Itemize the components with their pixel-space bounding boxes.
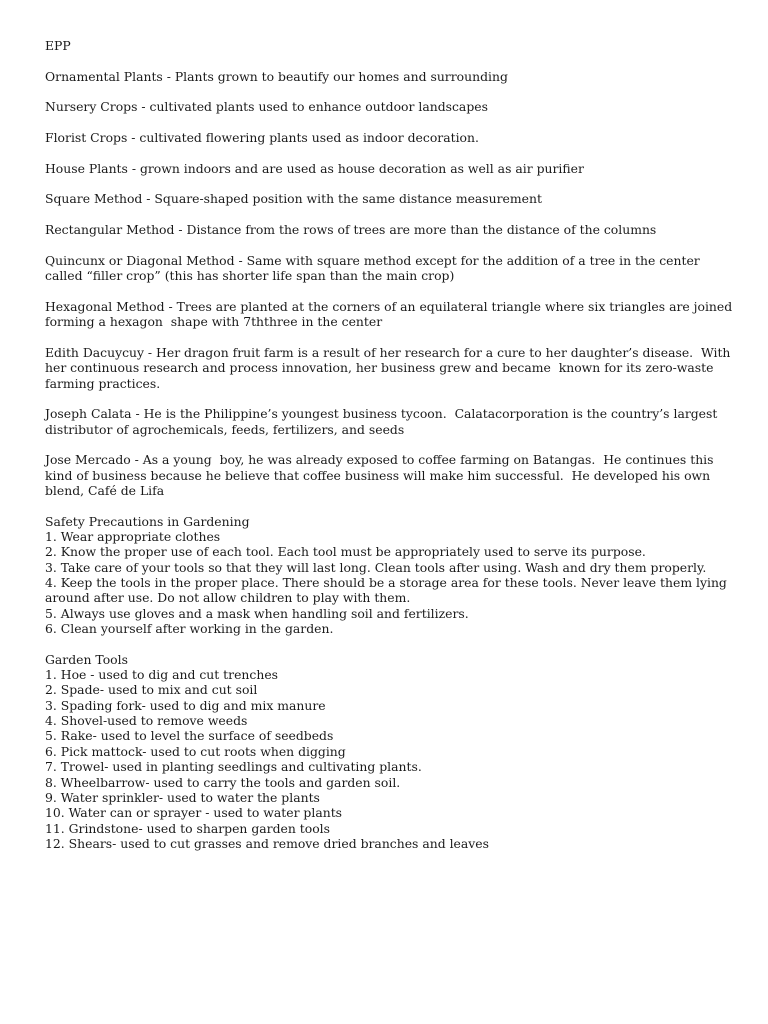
profile-jose-mercado bbox=[45, 452, 735, 498]
document-page bbox=[45, 38, 735, 867]
list-item: 3. Spading fork- used to dig and mix manure bbox=[45, 697, 326, 713]
definition-text: Nursery Crops - cultivated plants used to enhance outdoor landscapes bbox=[45, 99, 488, 115]
definition-text: Quincunx or Diagonal Method - Same with square method except for the addition of a tree in the center called “filler crop” (this has shorter life span than the main crop) bbox=[45, 252, 704, 284]
document-title-block bbox=[45, 38, 735, 53]
document-title: EPP bbox=[45, 38, 71, 53]
list-item: 7. Trowel- used in planting seedlings and cultivating plants. bbox=[45, 759, 422, 775]
definition-rectangular-method bbox=[45, 222, 735, 237]
profile-joseph-calata bbox=[45, 406, 735, 437]
list-item: 5. Always use gloves and a mask when handling soil and fertilizers. bbox=[45, 605, 469, 621]
garden-tools-section bbox=[45, 652, 735, 851]
list-item: 2. Know the proper use of each tool. Each tool must be appropriately used to serve its purpose. bbox=[45, 544, 646, 560]
list-item: 9. Water sprinkler- used to water the plants bbox=[45, 789, 320, 805]
definition-text: Square Method - Square-shaped position with the same distance measurement bbox=[45, 191, 542, 207]
profile-text: Edith Dacuycuy - Her dragon fruit farm is a result of her research for a cure to her daughter’s disease. With her continuous research and process innovation, her business grew and became known for its zero-waste farming practices. bbox=[45, 344, 735, 391]
definition-quincunx-method bbox=[45, 253, 735, 284]
safety-precautions-section bbox=[45, 514, 735, 637]
list-item: 6. Clean yourself after working in the garden. bbox=[45, 621, 334, 637]
safety-heading: Safety Precautions in Gardening bbox=[45, 513, 250, 529]
list-item: 12. Shears- used to cut grasses and remove dried branches and leaves bbox=[45, 835, 489, 851]
list-item: 8. Wheelbarrow- used to carry the tools and garden soil. bbox=[45, 774, 401, 790]
profile-text: Jose Mercado - As a young boy, he was already exposed to coffee farming on Batangas. He continues this kind of business because he believe that coffee business will make him successful. He developed his own blend, Café de Lifa bbox=[45, 452, 718, 498]
list-item: 10. Water can or sprayer - used to water plants bbox=[45, 805, 343, 821]
list-item: 3. Take care of your tools so that they will last long. Clean tools after using. Wash and dry them properly. bbox=[45, 559, 707, 575]
list-item: 6. Pick mattock- used to cut roots when digging bbox=[45, 743, 346, 759]
profile-edith-dacuycuy bbox=[45, 345, 735, 391]
tools-heading: Garden Tools bbox=[45, 651, 128, 667]
profile-text: Joseph Calata - He is the Philippine’s youngest business tycoon. Calatacorporation is the country’s largest distributor of agrochemicals, feeds, fertilizers, and seeds bbox=[45, 406, 722, 437]
list-item: 11. Grindstone- used to sharpen garden tools bbox=[45, 820, 330, 836]
list-item: 4. Keep the tools in the proper place. There should be a storage area for these tools. Never leave them lying around after use. Do not allow children to play with them. bbox=[45, 575, 731, 606]
list-item: 4. Shovel-used to remove weeds bbox=[45, 713, 248, 729]
list-item: 2. Spade- used to mix and cut soil bbox=[45, 682, 258, 698]
list-item: 1. Wear appropriate clothes bbox=[45, 529, 221, 544]
definition-florist-crops bbox=[45, 130, 735, 145]
definition-text: Ornamental Plants - Plants grown to beautify our homes and surrounding bbox=[45, 68, 508, 84]
definition-text: House Plants - grown indoors and are used as house decoration as well as air purifier bbox=[45, 160, 584, 176]
definition-ornamental-plants bbox=[45, 69, 735, 84]
definition-hexagonal-method bbox=[45, 299, 735, 330]
definition-square-method bbox=[45, 191, 735, 206]
list-item: 5. Rake- used to level the surface of seedbeds bbox=[45, 728, 334, 744]
definition-nursery-crops bbox=[45, 99, 735, 114]
definition-text: Florist Crops - cultivated flowering plants used as indoor decoration. bbox=[45, 130, 479, 146]
list-item: 1. Hoe - used to dig and cut trenches bbox=[45, 667, 279, 683]
definition-house-plants bbox=[45, 161, 735, 176]
definition-text: Hexagonal Method - Trees are planted at the corners of an equilateral triangle where six triangles are joined forming a hexagon shape with 7ththree in the center bbox=[45, 298, 737, 330]
definition-text: Rectangular Method - Distance from the rows of trees are more than the distance of the columns bbox=[45, 222, 657, 238]
